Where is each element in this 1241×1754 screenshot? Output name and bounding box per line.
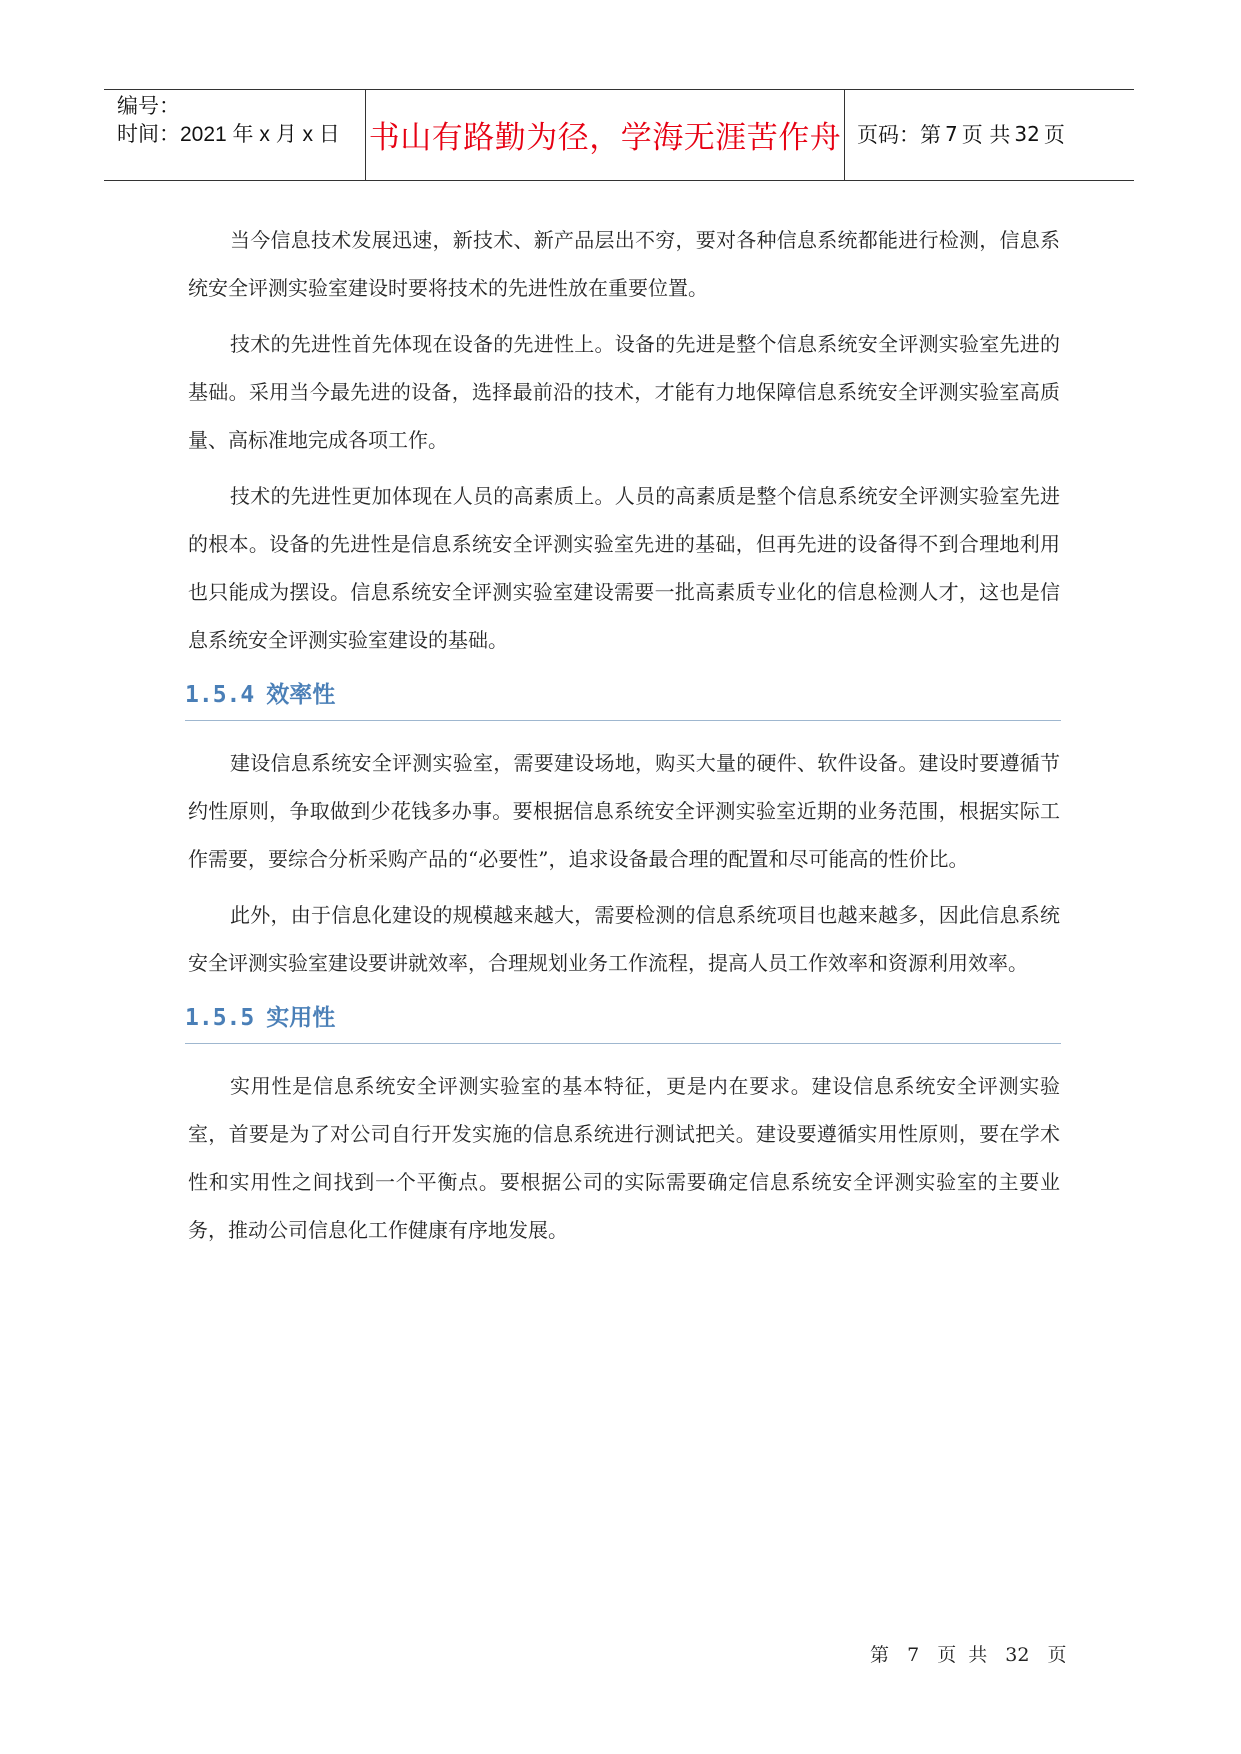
page-indicator-mid: 页 共	[961, 123, 1011, 147]
document-time-label: 时间：2021 年 x 月 x 日	[117, 123, 340, 146]
section-number: 1.5.4	[185, 682, 255, 708]
page-indicator-current: 7	[945, 122, 958, 146]
footer-total-pages: 32	[1005, 1644, 1030, 1666]
section-title: 效率性	[266, 682, 336, 708]
page-indicator-suffix: 页	[1043, 123, 1065, 147]
page-footer	[870, 1640, 1067, 1667]
body-paragraph: 当今信息技术发展迅速，新技术、新产品层出不穷，要对各种信息系统都能进行检测，信息系统安全评测实验室建设时要将技术的先进性放在重要位置。	[188, 228, 1060, 300]
page-indicator-total: 32	[1014, 122, 1040, 146]
header-page-indicator	[845, 90, 1134, 180]
section-heading	[185, 1001, 1061, 1044]
body-paragraph: 实用性是信息系统安全评测实验室的基本特征，更是内在要求。建设信息系统安全评测实验室，首要是为了对公司自行开发实施的信息系统进行测试把关。建设要遵循实用性原则，要在学术性和实用性之间找到一个平衡点。要根据公司的实际需要确定信息系统安全评测实验室的主要业务，推动公司信息化工作健康有序地发展。	[188, 1074, 1060, 1242]
footer-suffix: 页	[1047, 1644, 1067, 1666]
body-paragraph: 技术的先进性首先体现在设备的先进性上。设备的先进是整个信息系统安全评测实验室先进的基础。采用当今最先进的设备，选择最前沿的技术，才能有力地保障信息系统安全评测实验室高质量、高标准地完成各项工作。	[188, 332, 1060, 452]
footer-mid: 页 共	[937, 1644, 988, 1666]
body-paragraph: 建设信息系统安全评测实验室，需要建设场地，购买大量的硬件、软件设备。建设时要遵循节约性原则，争取做到少花钱多办事。要根据信息系统安全评测实验室近期的业务范围，根据实际工作需要，要综合分析采购产品的“必要性”，追求设备最合理的配置和尽可能高的性价比。	[188, 751, 1060, 871]
section-number: 1.5.5	[185, 1005, 255, 1031]
document-body	[185, 216, 1060, 1262]
document-number-label: 编号：	[117, 95, 180, 118]
page-header	[104, 89, 1134, 181]
section-efficiency	[185, 678, 1060, 987]
header-motto-cell	[366, 90, 845, 180]
header-motto: 书山有路勤为径，学海无涯苦作舟	[368, 119, 842, 156]
footer-current-page: 7	[907, 1644, 920, 1666]
section-practicality	[185, 1001, 1060, 1254]
section-title: 实用性	[266, 1005, 336, 1031]
header-meta	[104, 90, 366, 180]
body-paragraph: 技术的先进性更加体现在人员的高素质上。人员的高素质是整个信息系统安全评测实验室先进的根本。设备的先进性是信息系统安全评测实验室先进的基础，但再先进的设备得不到合理地利用也只能成为摆设。信息系统安全评测实验室建设需要一批高素质专业化的信息检测人才，这也是信息系统安全评测实验室建设的基础。	[188, 484, 1060, 652]
footer-prefix: 第	[870, 1644, 890, 1666]
body-paragraph: 此外，由于信息化建设的规模越来越大，需要检测的信息系统项目也越来越多，因此信息系统安全评测实验室建设要讲就效率，合理规划业务工作流程，提高人员工作效率和资源利用效率。	[188, 903, 1060, 975]
section-heading	[185, 678, 1061, 721]
page-indicator-prefix: 页码：第	[857, 123, 941, 147]
